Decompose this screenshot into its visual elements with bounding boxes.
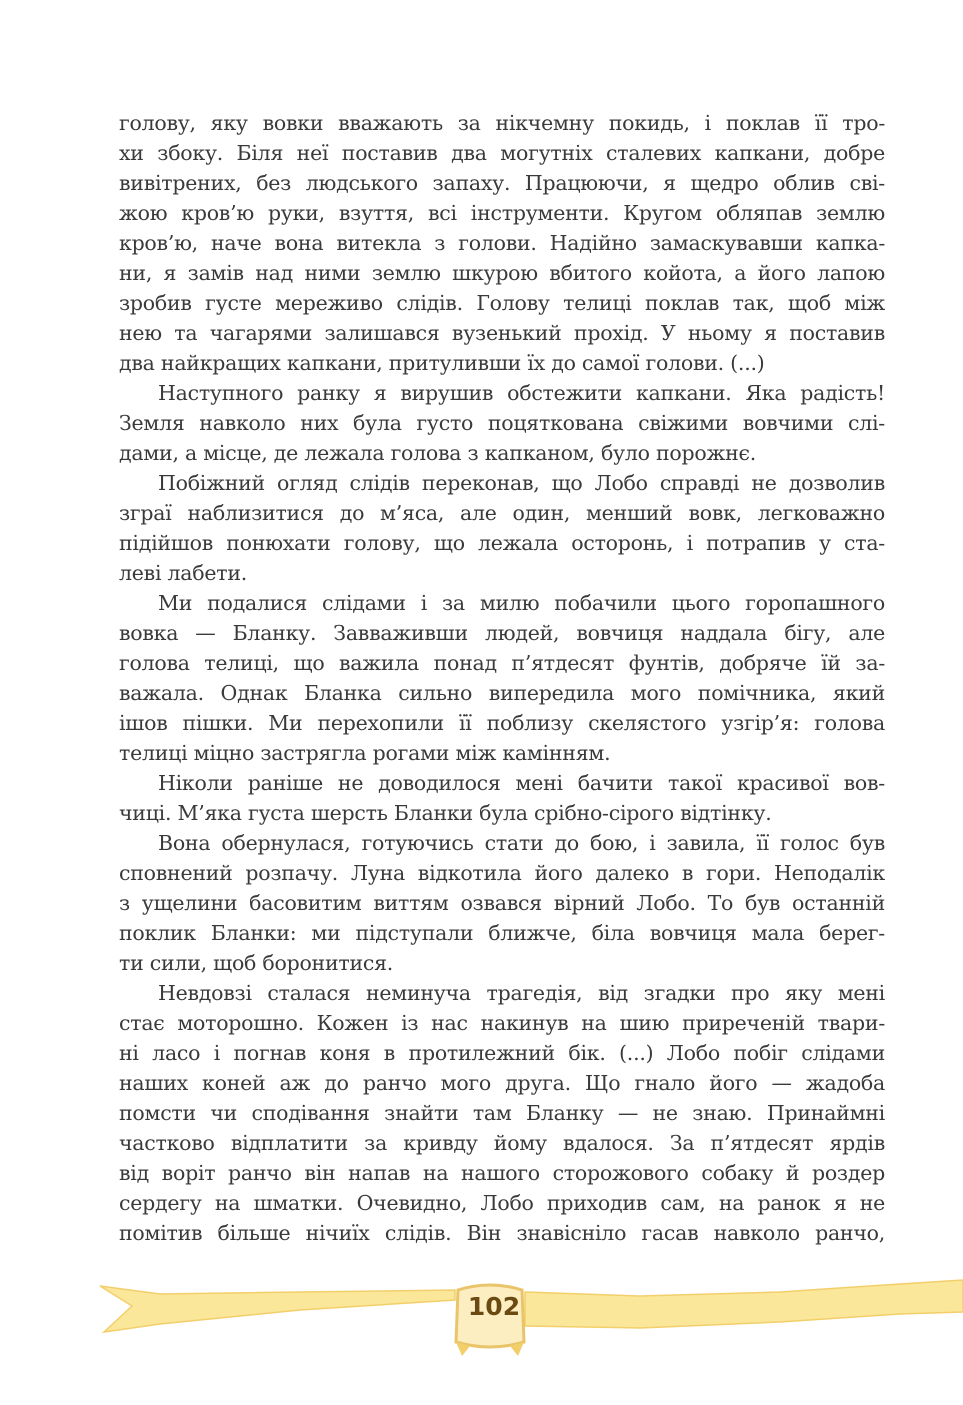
paragraph (119, 828, 885, 978)
text-line: важала. Однак Бланка сильно випередила мого помічника, який (119, 681, 885, 705)
paragraph (119, 378, 885, 468)
text-line: Вона обернулася, готуючись стати до бою, і завила, її голос був (158, 831, 885, 855)
text-line: ішов пішки. Ми перехопили її поблизу скелястого узгір’я: голова (119, 711, 885, 735)
text-line: нею та чагарями залишався вузенький прохід. У ньому я поставив (119, 321, 885, 345)
text-line: Ніколи раніше не доводилося мені бачити такої красивої вов- (158, 771, 885, 795)
text-line: Наступного ранку я вирушив обстежити капкани. Яка радість! (158, 381, 885, 405)
text-line: кров’ю, наче вона витекла з голови. Надійно замаскувавши капка- (119, 231, 885, 255)
text-line: хи збоку. Біля неї поставив два могутніх сталевих капкани, добре (119, 141, 885, 165)
text-line: голова телиці, що важила понад п’ятдесят фунтів, добряче їй за- (119, 651, 885, 675)
text-line: чиці. М’яка густа шерсть Бланки була срібно-сірого відтінку. (119, 801, 772, 825)
text-line: вивітрених, без людського запаху. Працюючи, я щедро облив сві- (119, 171, 885, 195)
paragraph (119, 588, 885, 768)
page-body (119, 108, 885, 1248)
text-line: леві лабети. (119, 561, 248, 585)
text-line: зробив густе мереживо слідів. Голову телиці поклав так, щоб між (119, 291, 885, 315)
text-line: ни, я замів над ними землю шкурою вбитого койота, а його лапою (119, 261, 885, 285)
text-line: стає моторошно. Кожен із нас накинув на шию приреченій твари- (119, 1011, 885, 1035)
ribbon-left-tail (100, 1286, 455, 1332)
text-line: жою кров’ю руки, взуття, всі інструменти. Кругом обляпав землю (119, 201, 885, 225)
paragraph (119, 978, 885, 1248)
paragraph (119, 108, 885, 378)
text-line: голову, яку вовки вважають за нікчемну покидь, і поклав її тро- (119, 111, 885, 135)
text-line: помітив більше нічиїх слідів. Він знавісніло гасав навколо ранчо, (119, 1221, 885, 1245)
text-line: телиці міцно застрягла рогами між камінням. (119, 741, 611, 765)
text-line: поклик Бланки: ми підступали ближче, біла вовчиця мала берег- (119, 921, 885, 945)
page-number: 102 (467, 1292, 521, 1321)
text-line: вовка — Бланку. Завваживши людей, вовчиця наддала бігу, але (119, 621, 885, 645)
text-line: підійшов понюхати голову, що лежала осторонь, і потрапив у ста- (119, 531, 885, 555)
paragraph (119, 468, 885, 588)
text-line: ти сили, щоб боронитися. (119, 951, 394, 975)
text-line: ні ласо і погнав коня в протилежний бік. (...) Лобо побіг слідами (119, 1041, 885, 1065)
text-line: частково відплатити за кривду йому вдалося. За п’ятдесят ярдів (119, 1131, 885, 1155)
text-line: Земля навколо них була густо поцяткована свіжими вовчими слі- (119, 411, 885, 435)
page-footer-ribbon (0, 1270, 963, 1380)
text-line: помсти чи сподівання знайти там Бланку — не знаю. Принаймні (119, 1101, 885, 1125)
text-line: Ми подалися слідами і за милю побачили цього горопашного (158, 591, 885, 615)
text-line: два найкращих капкани, притуливши їх до самої голови. (...) (119, 351, 765, 375)
text-line: Побіжний огляд слідів переконав, що Лобо справді не дозволив (158, 471, 885, 495)
text-line: дами, а місце, де лежала голова з капканом, було порожнє. (119, 441, 756, 465)
ribbon-right-band (525, 1280, 963, 1328)
text-line: від воріт ранчо він напав на нашого сторожового собаку й роздер (119, 1161, 885, 1185)
text-line: сердегу на шматки. Очевидно, Лобо приходив сам, на ранок я не (119, 1191, 885, 1215)
text-line: зграї наблизитися до м’яса, але один, менший вовк, легковажно (119, 501, 885, 525)
paragraph (119, 768, 885, 828)
text-line: Невдовзі сталася неминуча трагедія, від згадки про яку мені (158, 981, 885, 1005)
text-line: сповнений розпачу. Луна відкотила його далеко в гори. Неподалік (119, 861, 885, 885)
text-line: з ущелини басовитим виттям озвався вірний Лобо. То був останній (119, 891, 885, 915)
text-line: наших коней аж до ранчо мого друга. Що гнало його — жадоба (119, 1071, 885, 1095)
